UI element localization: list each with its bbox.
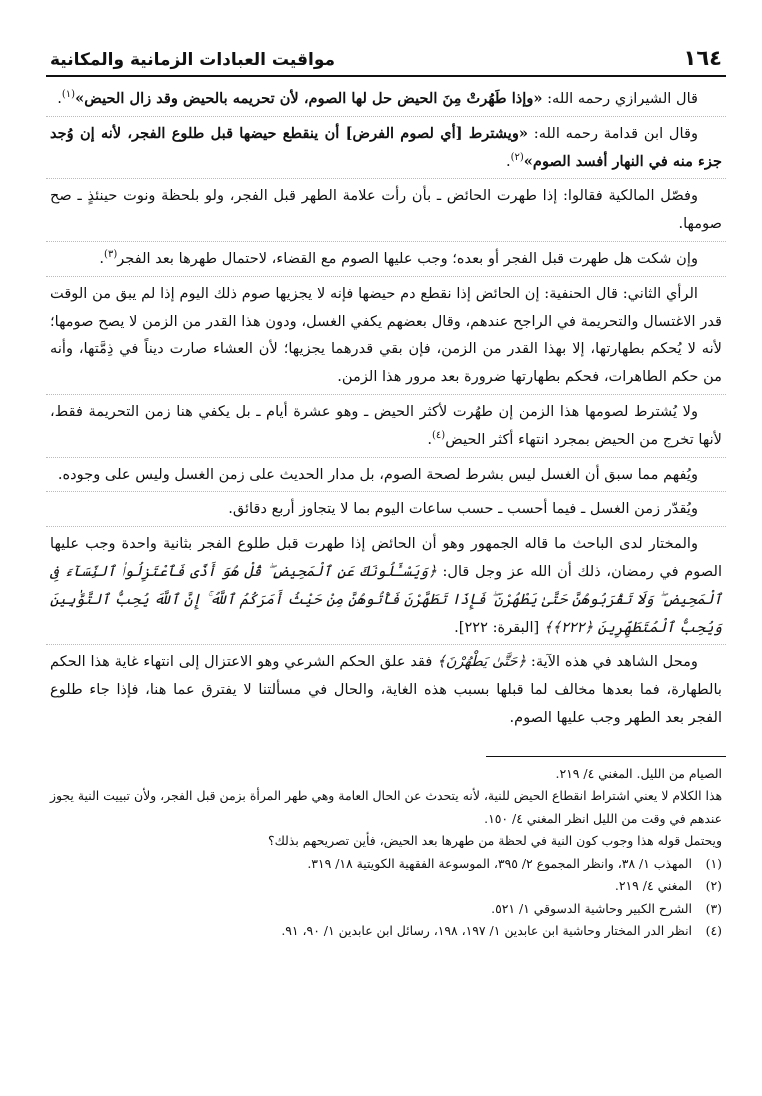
paragraph-tail: . xyxy=(99,249,105,267)
paragraph-ghusl-not-condition xyxy=(46,457,726,489)
footnote-label: (٢) xyxy=(705,878,722,894)
footnotes xyxy=(46,763,726,943)
footnote-ref: (١) xyxy=(61,89,76,101)
footnote-separator xyxy=(486,756,726,757)
paragraph-text: ويُفهم مما سبق أن الغسل ليس بشرط لصحة الصوم، بل مدار الحديث على زمن الغسل وليس على وجوده. xyxy=(57,465,698,483)
footnote-2 xyxy=(50,875,722,898)
paragraph-text: ولا يُشترط لصومها هذا الزمن إن طهُرت لأكثر الحيض ـ وهو عشرة أيام ـ بل يكفي هنا زمن التحريمة فقط، لأنها تخرج من الحيض بمجرد انتهاء أكثر الحيض xyxy=(50,402,722,448)
footnote-continuation: ويحتمل قوله هذا وجوب كون النية في لحظة من طهرها بعد الحيض، فأين تصريحهم بذلك؟ xyxy=(268,833,722,849)
footnote-4 xyxy=(50,920,722,943)
paragraph-second-opinion xyxy=(46,276,726,391)
paragraph-evidence xyxy=(46,644,726,731)
paragraph-intro: ومحل الشاهد في هذه الآية: xyxy=(526,653,698,671)
paragraph-intro: قال الشيرازي رحمه الله: xyxy=(542,90,698,107)
paragraph-chosen-view xyxy=(46,526,726,641)
footnote-1 xyxy=(50,853,722,876)
quoted-text: «ويشترط [أي لصوم الفرض] أن ينقطع حيضها قبل طلوع الفجر، لأنه إن وُجد جزء منه في النهار أفسد الصوم» xyxy=(50,124,722,170)
paragraph-intro: وقال ابن قدامة رحمه الله: xyxy=(528,124,698,142)
paragraph-doubt xyxy=(46,241,726,273)
paragraph-text: الرأي الثاني: قال الحنفية: إن الحائض إذا نقطع دم حيضها فإنه لا يجزيها صوم ذلك اليوم إذا لم يبق من الوقت قدر الاغتسال والتحريمة في الراجح عندهم، وقال بعضهم يكفي الغسل، ودون هذا القدر من الزمن لا يصح صومها؛ لأنه لا يُحكم بطهارتها، إلا بهذا القدر من الزمن، فإن بقي قدرهما يجزيها؛ لأن العشاء صارت ديناً في ذِمَّتها، وأنه من حكم الطاهرات، فحكم بطهارتها ضرورة بعد مرور هذا الزمن. xyxy=(50,284,722,386)
paragraph-text: ويُقدّر زمن الغسل ـ فيما أحسب ـ حسب ساعات اليوم بما لا يتجاوز أربع دقائق. xyxy=(228,500,698,518)
paragraph-ibn-qudama xyxy=(46,116,726,176)
footnote-text: المهذب ١/ ٣٨، وانظر المجموع ٢/ ٣٩٥، الموسوعة الفقهية الكويتية ١٨/ ٣١٩. xyxy=(307,855,692,871)
quran-phrase: ﴿حَتَّىٰ يَطْهُرْنَ﴾ xyxy=(437,653,527,671)
quran-verse: ﴿وَيَسْـَٔلُونَكَ عَنِ ٱلْمَحِيضِ ۖ قُلْ هُوَ أَذًى فَٱعْتَزِلُوا۟ ٱلنِّسَآءَ فِى ٱلْمَحِيضِ ۖ وَلَا تَقْرَبُوهُنَّ حَتَّىٰ يَطْهُرْنَ ۖ فَإِذَا تَطَهَّرْنَ فَأْتُوهُنَّ مِنْ حَيْثُ أَمَرَكُمُ ٱللَّهُ ۚ إِنَّ ٱللَّهَ يُحِبُّ ٱلتَّوَّٰبِينَ وَيُحِبُّ ٱلْمُتَطَهِّرِينَ ﴿٢٢٢﴾﴾ xyxy=(50,562,722,636)
paragraph-ghusl-time xyxy=(46,491,726,523)
paragraph-malikis xyxy=(46,178,726,238)
body-text xyxy=(46,85,726,732)
paragraph-shirazi xyxy=(46,85,726,113)
page-header xyxy=(46,40,726,77)
footnote-3 xyxy=(50,898,722,921)
paragraph-tail: فقد علق الحكم الشرعي وهو الاعتزال إلى انتهاء غاية هذا الحكم بالطهارة، فما بعدها مخالف لما قبلها بسبب هذه الغاية، والحال في مسألتنا لا يفترق عما هنا، فإذا جاء طلوع الفجر بعد الطهر وجب عليها الصوم. xyxy=(50,653,722,726)
footnote-text: انظر الدر المختار وحاشية ابن عابدين ١/ ١٩٧، ١٩٨، رسائل ابن عابدين ١/ ٩٠، ٩١. xyxy=(281,923,692,939)
footnote-ref: (٢) xyxy=(510,151,524,163)
footnote-text: المغني ٤/ ٢١٩. xyxy=(614,878,692,894)
footnote-ref: (٤) xyxy=(432,429,446,441)
paragraph-text: وفصّل المالكية فقالوا: إذا طهرت الحائض ـ بأن رأت علامة الطهر قبل الفجر، ولو بلحظة ونوت حينئذٍ ـ صح صومها. xyxy=(50,187,722,233)
paragraph-tail: . xyxy=(57,90,62,107)
page-number: ١٦٤ xyxy=(683,46,722,70)
footnote-label: (٣) xyxy=(705,900,722,916)
footnote-ref: (٣) xyxy=(104,249,118,261)
footnote-continuation: الصيام من الليل. المغني ٤/ ٢١٩. xyxy=(555,765,722,781)
book-page xyxy=(46,40,726,943)
verse-reference: [البقرة: ٢٢٢]. xyxy=(454,618,544,636)
quoted-text: «وإذا طَهُرتْ مِنَ الحيض حل لها الصوم، لأن تحريمه بالحيض وقد زال الحيض» xyxy=(75,90,543,107)
footnote-label: (١) xyxy=(705,855,722,871)
paragraph-tail: . xyxy=(505,152,511,170)
running-title: مواقيت العبادات الزمانية والمكانية xyxy=(50,50,335,70)
paragraph-tail: . xyxy=(427,430,432,448)
paragraph-text: وإن شكت هل طهرت قبل الفجر أو بعده؛ وجب عليها الصوم مع القضاء، لاحتمال طهرها بعد الفجر xyxy=(117,249,698,267)
paragraph-max-period xyxy=(46,394,726,454)
footnote-continuation: هذا الكلام لا يعني اشتراط انقطاع الحيض للنية، لأنه يتحدث عن الحال العامة وهي طهر المرأة بزمن قبل الفجر، ولأن تبييت النية يجوز عندهم في وقت من الليل انظر المغني ٤/ ١٥٠. xyxy=(50,788,722,826)
footnote-label: (٤) xyxy=(705,923,722,939)
footnote-text: الشرح الكبير وحاشية الدسوقي ١/ ٥٢١. xyxy=(491,900,692,916)
paragraph-intro: والمختار لدى الباحث ما قاله الجمهور وهو أن الحائض إذا طهرت قبل طلوع الفجر بثانية واحدة وجب عليها الصوم في رمضان، ذلك أن الله عز وجل قال: xyxy=(50,535,723,580)
